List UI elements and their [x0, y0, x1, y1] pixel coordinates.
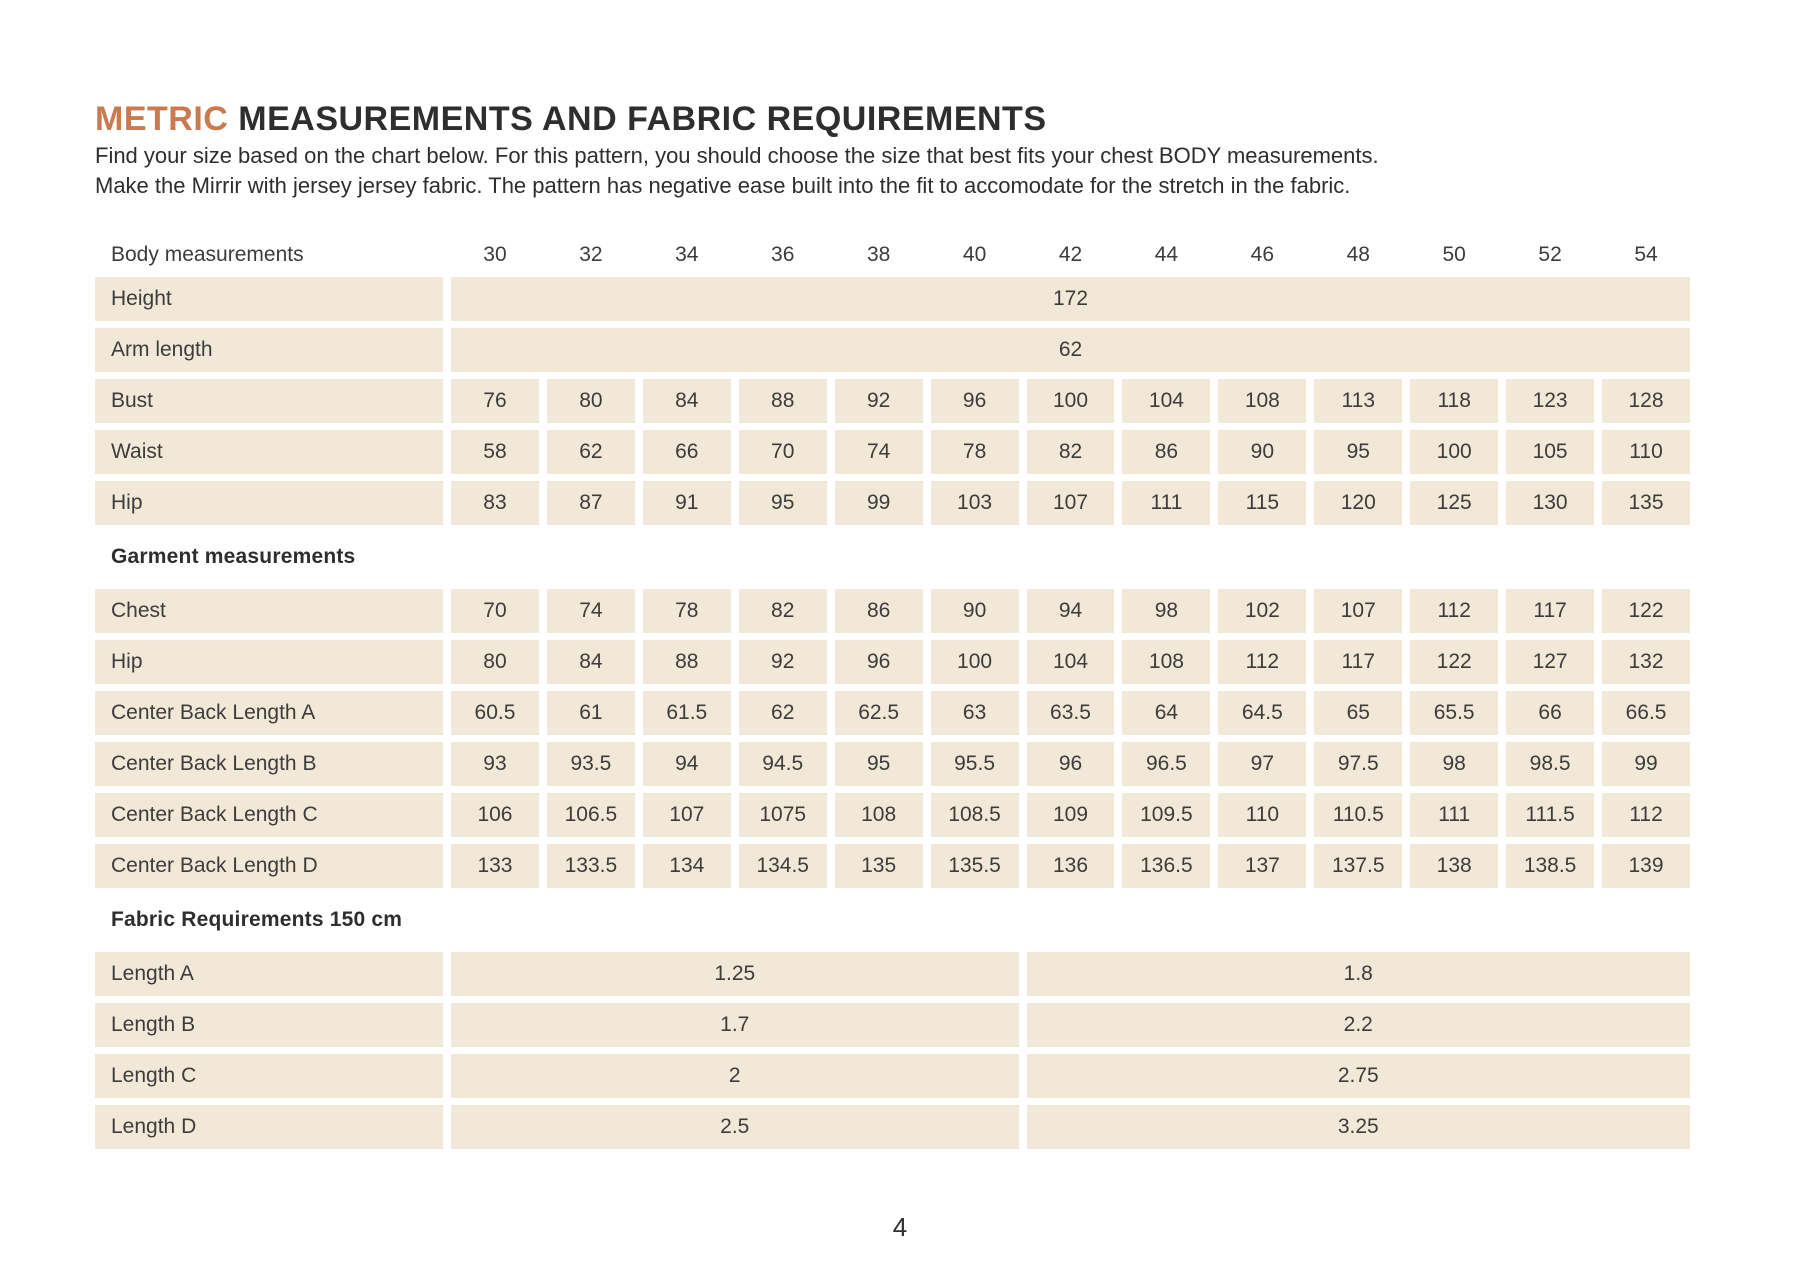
row-value: 123	[1506, 379, 1594, 423]
row-label: Center Back Length C	[95, 793, 443, 837]
row-value: 105	[1506, 430, 1594, 474]
row-value: 1075	[739, 793, 827, 837]
page-number: 4	[892, 1212, 908, 1242]
row-value: 110	[1218, 793, 1306, 837]
row-value: 97.5	[1314, 742, 1402, 786]
section-header-garment-measurements: Garment measurements	[111, 545, 356, 568]
size-column-header: 30	[483, 243, 507, 266]
row-value: 118	[1410, 379, 1498, 423]
row-value: 70	[739, 430, 827, 474]
row-value: 127	[1506, 640, 1594, 684]
row-value: 61	[547, 691, 635, 735]
row-value: 66.5	[1602, 691, 1690, 735]
row-value: 100	[1410, 430, 1498, 474]
row-value: 62	[547, 430, 635, 474]
row-value: 134.5	[739, 844, 827, 888]
row-value: 92	[835, 379, 923, 423]
row-value: 104	[1122, 379, 1210, 423]
row-value: 63.5	[1027, 691, 1115, 735]
page-title-rest: MEASUREMENTS AND FABRIC REQUIREMENTS	[228, 100, 1047, 138]
row-value: 83	[451, 481, 539, 525]
size-column-header: 54	[1634, 243, 1658, 266]
row-value: 137	[1218, 844, 1306, 888]
row-label: Length C	[95, 1054, 443, 1098]
row-label: Bust	[95, 379, 443, 423]
row-value-left-span: 1.25	[451, 952, 1019, 996]
row-label: Hip	[95, 481, 443, 525]
row-value: 99	[1602, 742, 1690, 786]
row-value: 90	[931, 589, 1019, 633]
row-value: 110	[1602, 430, 1690, 474]
row-value: 96	[835, 640, 923, 684]
row-value: 65.5	[1410, 691, 1498, 735]
size-column-header: 38	[866, 243, 891, 266]
row-value: 90	[1218, 430, 1306, 474]
row-value: 76	[451, 379, 539, 423]
row-value: 62	[739, 691, 827, 735]
row-value: 107	[1027, 481, 1115, 525]
size-column-header: 42	[1058, 243, 1083, 266]
row-value: 62.5	[835, 691, 923, 735]
intro-line-1: Find your size based on the chart below. For this pattern, you should choose the size that best fits your chest BODY measurements.	[95, 143, 1379, 168]
row-value: 93.5	[547, 742, 635, 786]
row-value-left-span: 2.5	[451, 1105, 1019, 1149]
page-title	[95, 98, 1690, 140]
row-value: 94.5	[739, 742, 827, 786]
row-label: Hip	[95, 640, 443, 684]
row-value: 109	[1027, 793, 1115, 837]
row-value: 88	[739, 379, 827, 423]
row-label: Center Back Length D	[95, 844, 443, 888]
row-value: 96	[931, 379, 1019, 423]
row-value: 95	[1314, 430, 1402, 474]
row-label: Chest	[95, 589, 443, 633]
row-value: 95	[739, 481, 827, 525]
row-value: 60.5	[451, 691, 539, 735]
row-value: 137.5	[1314, 844, 1402, 888]
row-value: 96.5	[1122, 742, 1210, 786]
row-value: 93	[451, 742, 539, 786]
row-label: Waist	[95, 430, 443, 474]
row-value: 138.5	[1506, 844, 1594, 888]
size-column-header: 52	[1538, 243, 1562, 266]
row-value: 117	[1506, 589, 1594, 633]
row-value: 84	[643, 379, 731, 423]
page-title-highlight: METRIC	[95, 100, 229, 138]
row-value: 80	[547, 379, 635, 423]
row-value: 82	[1027, 430, 1115, 474]
row-value: 104	[1027, 640, 1115, 684]
row-label: Length D	[95, 1105, 443, 1149]
row-value: 80	[451, 640, 539, 684]
size-column-header: 44	[1154, 243, 1179, 266]
row-value: 112	[1410, 589, 1498, 633]
row-value-right-span: 2.2	[1027, 1003, 1690, 1047]
row-label: Center Back Length A	[95, 691, 443, 735]
row-value: 136	[1027, 844, 1115, 888]
intro-line-2: Make the Mirrir with jersey jersey fabric. The pattern has negative ease built into the fit to accomodate for the stretch in the fabric.	[95, 173, 1351, 198]
row-value: 108	[835, 793, 923, 837]
size-column-header: 34	[675, 243, 699, 266]
row-label: Center Back Length B	[95, 742, 443, 786]
row-value: 109.5	[1122, 793, 1210, 837]
row-value: 88	[643, 640, 731, 684]
row-value: 74	[835, 430, 923, 474]
row-value: 108	[1218, 379, 1306, 423]
row-value: 65	[1314, 691, 1402, 735]
row-label: Arm length	[95, 328, 443, 372]
row-value: 95.5	[931, 742, 1019, 786]
row-label: Length A	[95, 952, 443, 996]
row-value-full-span: 172	[451, 277, 1690, 321]
row-value: 112	[1602, 793, 1690, 837]
row-value: 139	[1602, 844, 1690, 888]
row-value: 113	[1314, 379, 1402, 423]
row-value: 110.5	[1314, 793, 1402, 837]
row-value: 63	[931, 691, 1019, 735]
row-value: 122	[1602, 589, 1690, 633]
row-value: 94	[643, 742, 731, 786]
row-value: 64	[1122, 691, 1210, 735]
row-value: 87	[547, 481, 635, 525]
row-value-right-span: 2.75	[1027, 1054, 1690, 1098]
size-column-header: 48	[1346, 243, 1370, 266]
row-value: 136.5	[1122, 844, 1210, 888]
row-value: 70	[451, 589, 539, 633]
row-value: 78	[643, 589, 731, 633]
row-value: 100	[1027, 379, 1115, 423]
row-value: 135	[1602, 481, 1690, 525]
row-value: 138	[1410, 844, 1498, 888]
row-value: 66	[643, 430, 731, 474]
row-value: 96	[1027, 742, 1115, 786]
row-value: 134	[643, 844, 731, 888]
size-column-header: 50	[1442, 243, 1466, 266]
row-value: 98	[1122, 589, 1210, 633]
row-value-full-span: 62	[451, 328, 1690, 372]
size-column-header: 40	[962, 243, 987, 266]
row-value: 58	[451, 430, 539, 474]
row-value: 133.5	[547, 844, 635, 888]
row-value: 108	[1122, 640, 1210, 684]
row-value: 128	[1602, 379, 1690, 423]
row-value: 106.5	[547, 793, 635, 837]
row-value-left-span: 1.7	[451, 1003, 1019, 1047]
row-value: 84	[547, 640, 635, 684]
row-value: 98	[1410, 742, 1498, 786]
row-value: 78	[931, 430, 1019, 474]
size-chart-table	[95, 240, 1690, 1149]
row-value: 107	[643, 793, 731, 837]
row-value: 111.5	[1506, 793, 1594, 837]
row-value: 132	[1602, 640, 1690, 684]
row-value: 125	[1410, 481, 1498, 525]
row-value-right-span: 1.8	[1027, 952, 1690, 996]
row-value: 91	[643, 481, 731, 525]
row-value: 86	[1122, 430, 1210, 474]
row-value: 95	[835, 742, 923, 786]
row-value: 98.5	[1506, 742, 1594, 786]
row-value: 117	[1314, 640, 1402, 684]
row-value: 86	[835, 589, 923, 633]
row-value: 112	[1218, 640, 1306, 684]
row-value: 133	[451, 844, 539, 888]
row-value: 115	[1218, 481, 1306, 525]
size-column-header: 32	[579, 243, 603, 266]
row-value: 107	[1314, 589, 1402, 633]
size-column-header: 36	[771, 243, 795, 266]
row-value: 120	[1314, 481, 1402, 525]
row-value: 97	[1218, 742, 1306, 786]
row-value: 111	[1122, 481, 1210, 525]
row-value: 82	[739, 589, 827, 633]
row-value: 108.5	[931, 793, 1019, 837]
row-value: 99	[835, 481, 923, 525]
row-value: 64.5	[1218, 691, 1306, 735]
row-value: 135	[835, 844, 923, 888]
column-header-body-measurements: Body measurements	[111, 243, 304, 266]
row-value: 92	[739, 640, 827, 684]
row-value: 103	[931, 481, 1019, 525]
row-value: 130	[1506, 481, 1594, 525]
row-value: 94	[1027, 589, 1115, 633]
row-value: 100	[931, 640, 1019, 684]
row-value: 111	[1410, 793, 1498, 837]
row-value: 102	[1218, 589, 1306, 633]
row-value: 74	[547, 589, 635, 633]
row-value: 61.5	[643, 691, 731, 735]
row-value: 135.5	[931, 844, 1019, 888]
row-label: Height	[95, 277, 443, 321]
section-header-fabric-requirements: Fabric Requirements 150 cm	[111, 908, 403, 931]
size-column-header: 46	[1250, 243, 1275, 266]
row-value-right-span: 3.25	[1027, 1105, 1690, 1149]
row-value: 106	[451, 793, 539, 837]
row-value-left-span: 2	[451, 1054, 1019, 1098]
row-value: 66	[1506, 691, 1594, 735]
row-label: Length B	[95, 1003, 443, 1047]
row-value: 122	[1410, 640, 1498, 684]
